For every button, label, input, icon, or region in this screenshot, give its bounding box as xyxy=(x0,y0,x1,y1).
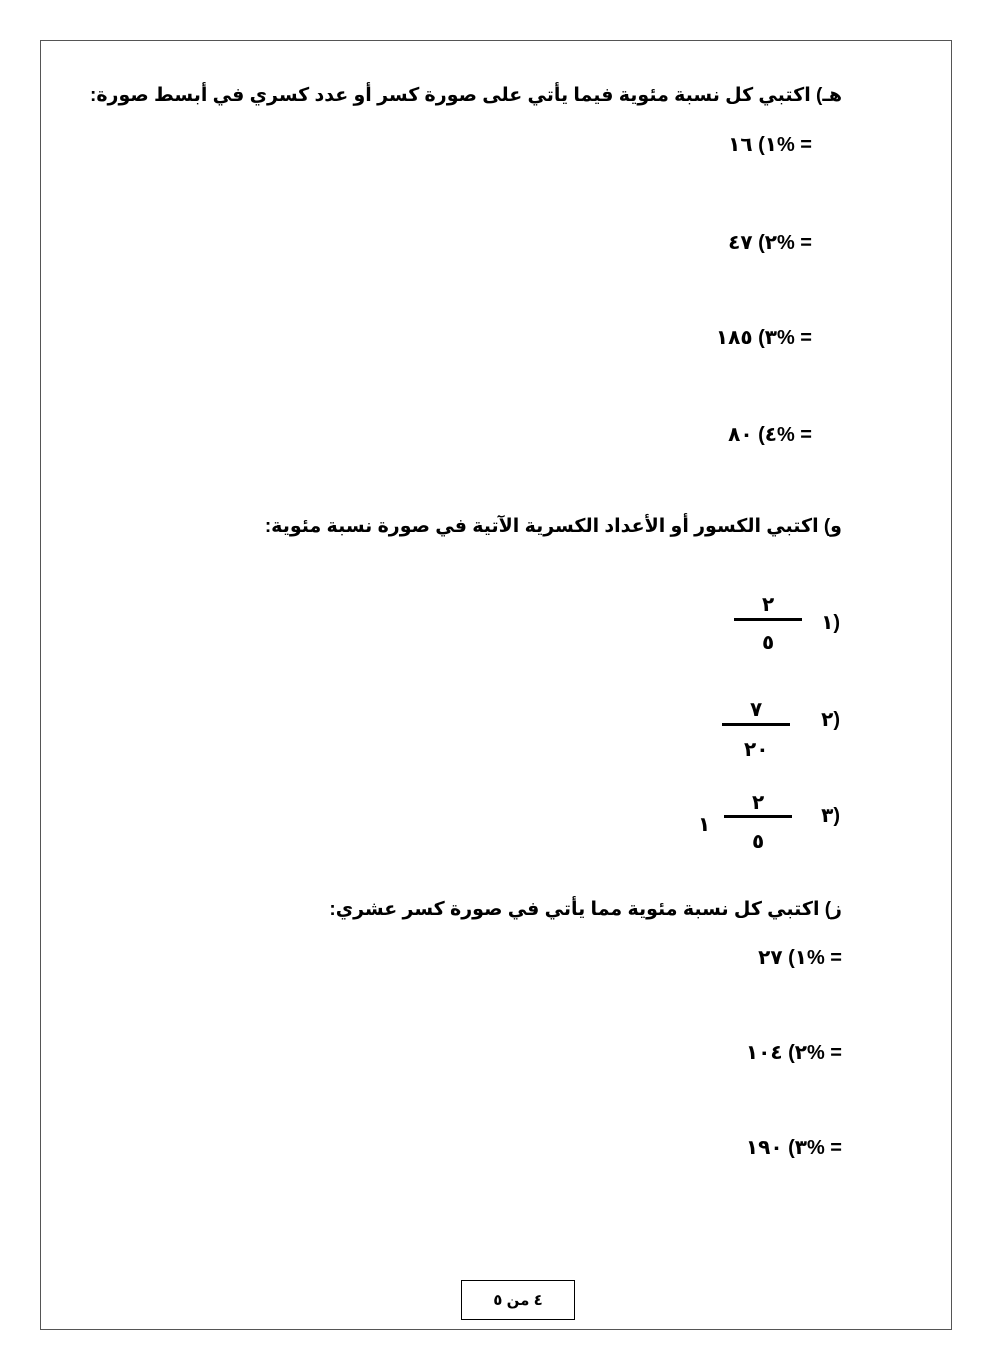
section-w-item-1-denominator: ٥ xyxy=(762,632,775,654)
section-h-title: هـ) اكتبي كل نسبة مئوية فيما يأتي على صورة كسر أو عدد كسري في أبسط صورة: xyxy=(90,85,842,106)
section-w-item-3-fraction-bar xyxy=(724,815,792,818)
section-z-item-1: ١) ٢٧% = xyxy=(758,947,842,969)
section-w-item-1-numerator: ٢ xyxy=(762,594,775,616)
section-h-item-3: ٣) ١٨٥% = xyxy=(715,327,812,349)
section-h-item-1: ١) ١٦% = xyxy=(728,134,812,156)
section-w-item-2-label: ٢) xyxy=(821,709,840,731)
section-w-item-3-numerator: ٢ xyxy=(752,792,765,814)
section-w-item-3-whole: ١ xyxy=(698,814,711,836)
section-w-item-1-fraction-bar xyxy=(734,618,802,621)
section-z-title: ز) اكتبي كل نسبة مئوية مما يأتي في صورة كسر عشري: xyxy=(329,899,842,920)
section-w-title: و) اكتبي الكسور أو الأعداد الكسرية الآتية في صورة نسبة مئوية: xyxy=(264,516,842,537)
section-w-item-2-numerator: ٧ xyxy=(750,699,763,721)
section-z-item-3: ٣) ١٩٠% = xyxy=(745,1137,842,1159)
section-w-item-2-fraction-bar xyxy=(722,723,790,726)
section-w-item-1-label: ١) xyxy=(821,612,840,634)
section-h-item-2: ٢) ٤٧% = xyxy=(728,232,812,254)
page-number-box xyxy=(461,1280,575,1320)
section-w-item-2-denominator: ٢٠ xyxy=(744,739,769,761)
section-w-item-3-denominator: ٥ xyxy=(752,831,765,853)
section-w-item-3-label: ٣) xyxy=(821,805,840,827)
section-z-item-2: ٢) ١٠٤% = xyxy=(745,1042,842,1064)
page-number: ٤ من ٥ xyxy=(493,1292,543,1309)
section-h-item-4: ٤) ٨٠% = xyxy=(728,424,812,446)
